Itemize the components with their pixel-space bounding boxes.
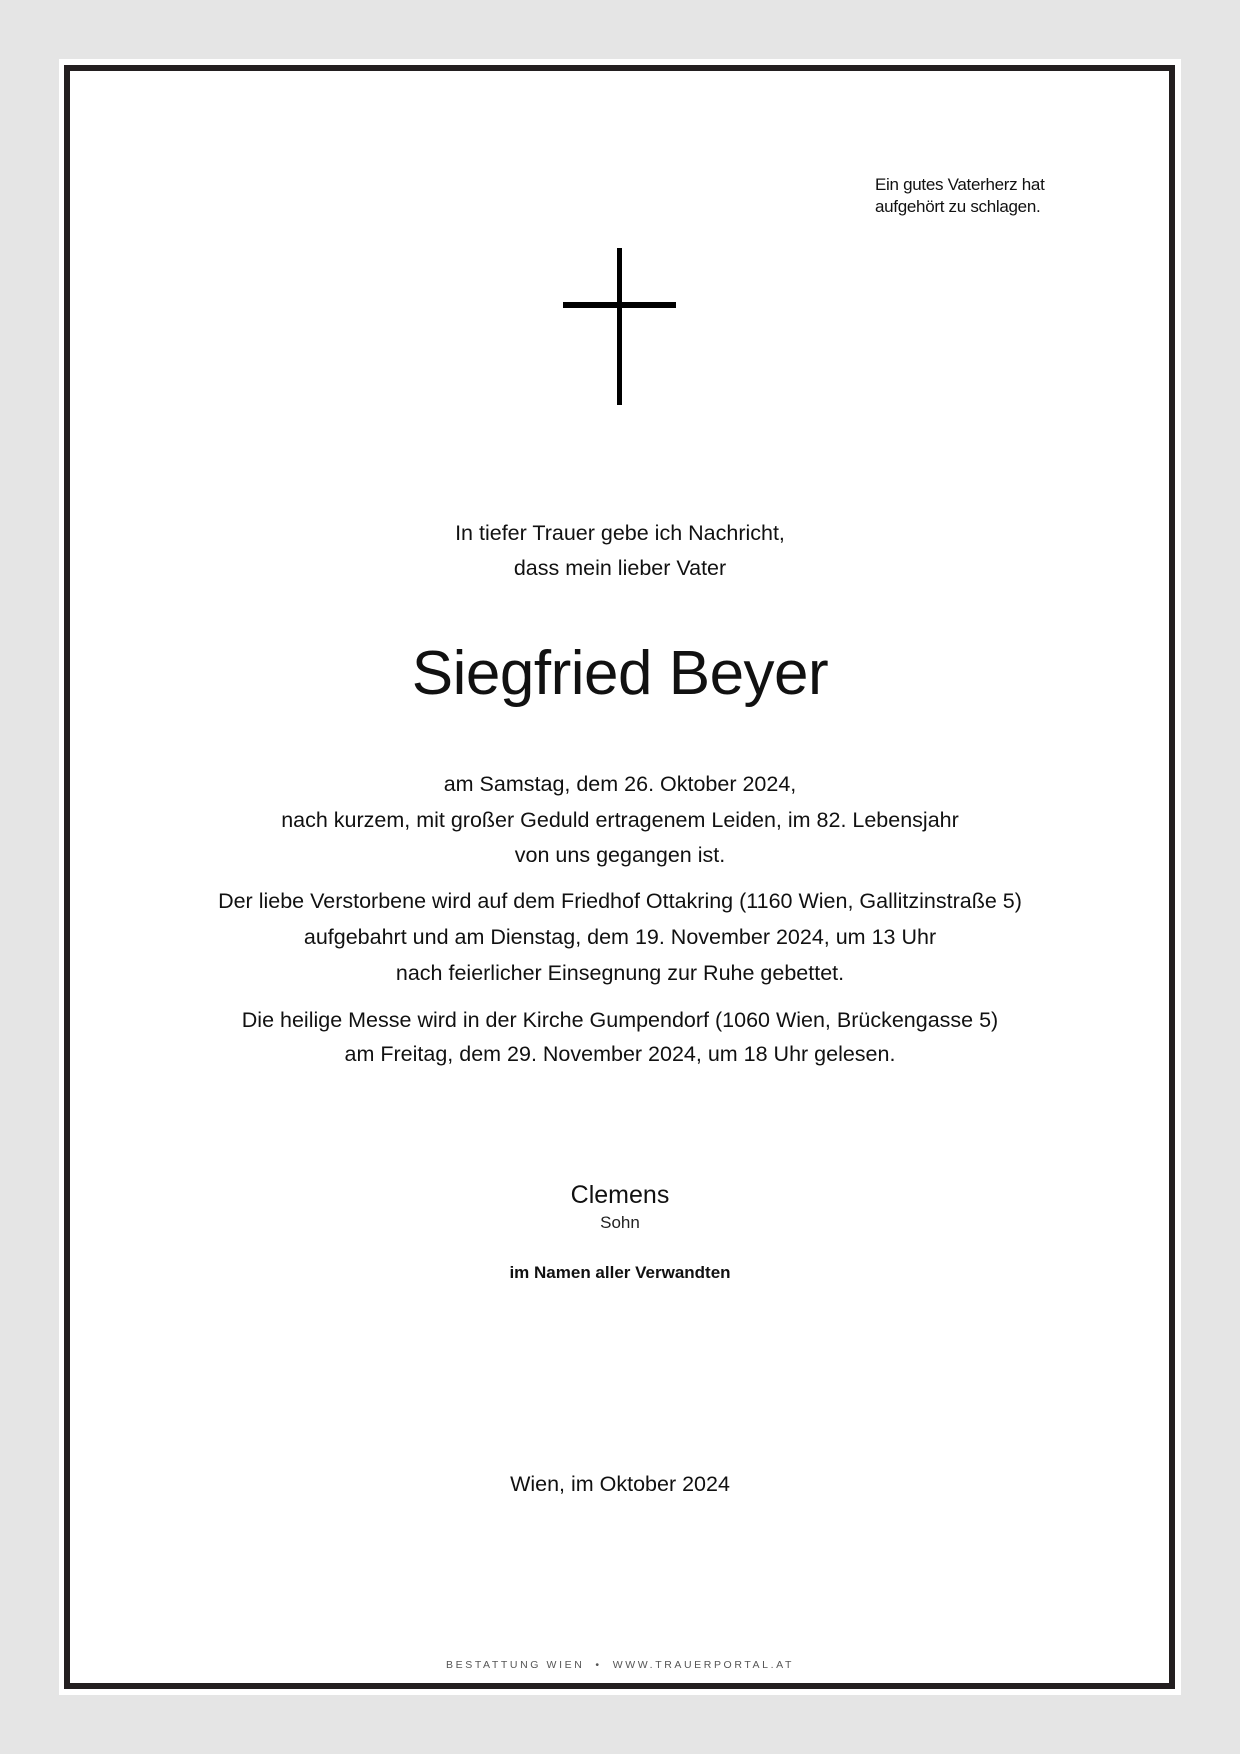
motto-line: aufgehört zu schlagen.: [875, 197, 1041, 216]
mass-line: Die heilige Messe wird in der Kirche Gumpendorf (1060 Wien, Brückengasse 5): [241, 1008, 999, 1032]
family-note: im Namen aller Verwandten: [509, 1263, 731, 1282]
burial-line: nach feierlicher Einsegnung zur Ruhe gebettet.: [395, 961, 845, 985]
burial-line: Der liebe Verstorbene wird auf dem Friedhof Ottakring (1160 Wien, Gallitzinstraße 5): [218, 889, 1022, 913]
place-date: Wien, im Oktober 2024: [510, 1472, 730, 1496]
motto: [875, 174, 1045, 218]
motto-line: Ein gutes Vaterherz hat: [875, 175, 1045, 194]
footer-credit: BESTATTUNG WIEN • WWW.TRAUERPORTAL.AT: [446, 1659, 794, 1671]
mourner-name: Clemens: [570, 1181, 670, 1209]
cross-horizontal-bar: [563, 302, 676, 308]
intro-line: dass mein lieber Vater: [513, 556, 727, 580]
intro-line: In tiefer Trauer gebe ich Nachricht,: [455, 521, 785, 545]
death-line: von uns gegangen ist.: [514, 843, 726, 867]
death-line: am Samstag, dem 26. Oktober 2024,: [443, 772, 797, 796]
deceased-name: Siegfried Beyer: [411, 639, 829, 708]
death-line: nach kurzem, mit großer Geduld ertragenem Leiden, im 82. Lebensjahr: [281, 808, 959, 832]
mourner-relation: Sohn: [600, 1213, 640, 1232]
burial-line: aufgebahrt und am Dienstag, dem 19. November 2024, um 13 Uhr: [303, 925, 937, 949]
mass-line: am Freitag, dem 29. November 2024, um 18 Uhr gelesen.: [344, 1042, 896, 1066]
cross-vertical-bar: [617, 248, 622, 405]
